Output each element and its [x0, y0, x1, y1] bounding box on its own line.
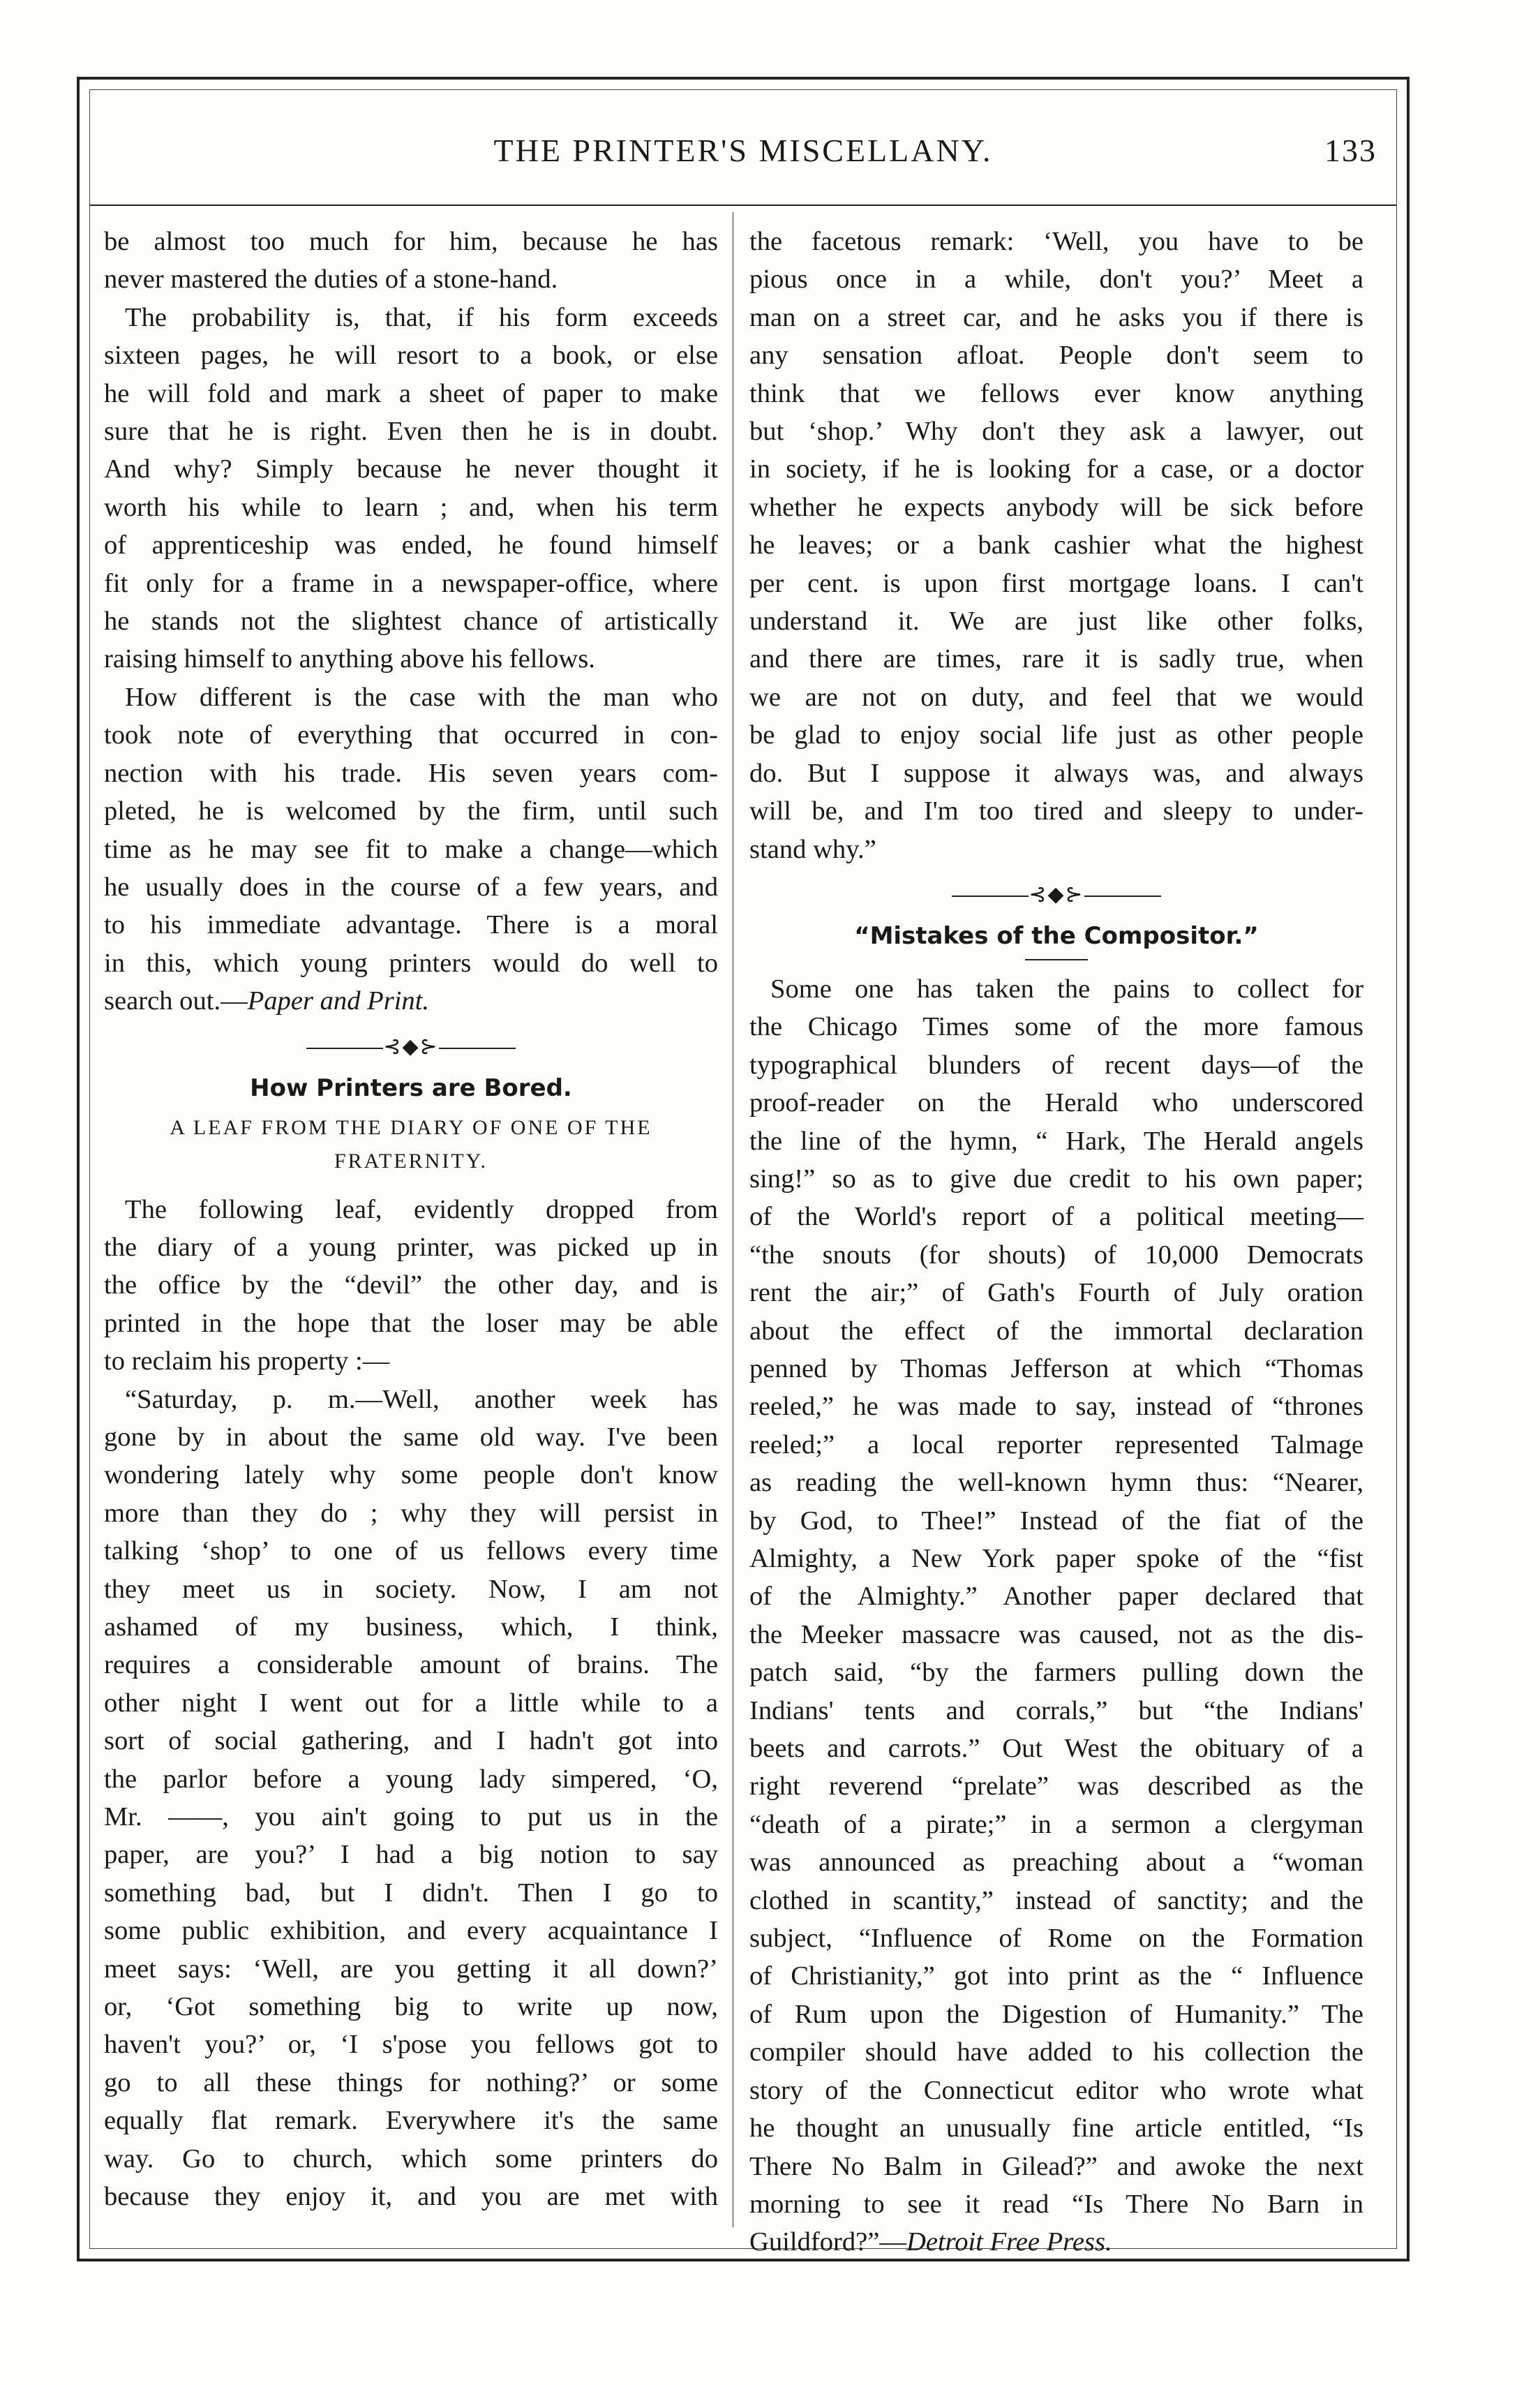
source-credit: Paper and Print. — [247, 986, 430, 1016]
text-line: reeled;” a local reporter represented Talmage — [749, 1429, 1363, 1459]
text-line: rent the air;” of Gath's Fourth of July oration — [749, 1278, 1363, 1308]
page-border — [77, 77, 1410, 2261]
right-column — [749, 223, 1363, 2261]
text-line: penned by Thomas Jefferson at which “Thomas — [749, 1353, 1363, 1383]
text-line: paper, are you?’ I had a big notion to say — [104, 1840, 718, 1870]
text-line: talking ‘shop’ to one of us fellows every time — [104, 1536, 718, 1566]
text-line: he usually does in the course of a few years, and — [104, 872, 718, 902]
text-line: proof-reader on the Herald who underscored — [749, 1088, 1363, 1118]
paragraph — [749, 223, 1363, 868]
text-line: something bad, but I didn't. Then I go to — [104, 1878, 718, 1908]
subtitle-line: A LEAF FROM THE DIARY OF ONE OF THE — [170, 1115, 652, 1139]
text-line: stand why.” — [749, 834, 876, 864]
text-line: sing!” so as to give due credit to his own paper; — [749, 1164, 1363, 1194]
text-line: some public exhibition, and every acquaintance I — [104, 1916, 718, 1946]
text-line: any sensation afloat. People don't seem to — [749, 341, 1363, 371]
text-line: beets and carrots.” Out West the obituary of a — [749, 1734, 1363, 1764]
text-line: nection with his trade. His seven years com- — [104, 758, 718, 788]
text-line: the office by the “devil” the other day, and is — [104, 1270, 718, 1300]
text-line: go to all these things for nothing?’ or some — [104, 2067, 718, 2097]
text-line: The following leaf, evidently dropped from — [125, 1194, 718, 1224]
text-line: meet says: ‘Well, are you getting it all down?’ — [104, 1954, 718, 1984]
text-line: clothed in scantity,” instead of sanctity; and the — [749, 1885, 1363, 1915]
text-line: about the effect of the immortal declaration — [749, 1316, 1363, 1346]
text-line: pious once in a while, don't you?’ Meet a — [749, 265, 1363, 295]
title-rule — [1025, 959, 1088, 960]
text-line: printed in the hope that the loser may be able — [104, 1308, 718, 1338]
text-line: by God, to Thee!” Instead of the fiat of the — [749, 1506, 1363, 1536]
text-line: he thought an unusually fine article entitled, “Is — [749, 2113, 1363, 2143]
text-line: in society, if he is looking for a case, or a doctor — [749, 454, 1363, 484]
text-line: they meet us in society. Now, I am not — [104, 1574, 718, 1604]
text-line: fit only for a frame in a newspaper-office, where — [104, 568, 718, 598]
text-line: we are not on duty, and feel that we would — [749, 682, 1363, 712]
paragraph — [104, 299, 718, 678]
text-line: think that we fellows ever know anything — [749, 378, 1363, 408]
text-line: typographical blunders of recent days—of the — [749, 1050, 1363, 1080]
text-line: the Chicago Times some of the more famous — [749, 1012, 1363, 1042]
article-title: “Mistakes of the Compositor.” — [854, 921, 1259, 950]
text-line: per cent. is upon first mortgage loans. I can't — [749, 568, 1363, 598]
text-line: Mr. ——, you ain't going to put us in the — [104, 1802, 718, 1832]
text-line: right reverend “prelate” was described as the — [749, 1771, 1363, 1801]
source-credit: Detroit Free Press. — [906, 2227, 1112, 2257]
article-title: How Printers are Bored. — [250, 1073, 572, 1102]
text-line: equally flat remark. Everywhere it's the same — [104, 2106, 718, 2136]
text-line: understand it. We are just like other folks, — [749, 607, 1363, 637]
text-line: in this, which young printers would do well to — [104, 948, 718, 978]
text-line: whether he expects anybody will be sick before — [749, 492, 1363, 522]
text-line: patch said, “by the farmers pulling down the — [749, 1658, 1363, 1688]
text-line: story of the Connecticut editor who wrote what — [749, 2075, 1363, 2105]
text-line: gone by in about the same old way. I've been — [104, 1422, 718, 1452]
text-line: to his immediate advantage. There is a moral — [104, 910, 718, 940]
text-line: other night I went out for a little while to a — [104, 1688, 718, 1718]
subtitle-line: FRATERNITY. — [334, 1149, 488, 1173]
left-column — [104, 223, 718, 2216]
text-line: Some one has taken the pains to collect for — [770, 974, 1363, 1004]
text-line: reeled,” he was made to say, instead of “thrones — [749, 1392, 1363, 1422]
text-line: sort of social gathering, and I hadn't got into — [104, 1726, 718, 1756]
text-line: of apprenticeship was ended, he found himself — [104, 530, 718, 560]
section-ornament: ⊰◆⊱ — [104, 1026, 718, 1068]
text-line: morning to see it read “Is There No Barn in — [749, 2189, 1363, 2219]
text-line: subject, “Influence of Rome on the Formation — [749, 1924, 1363, 1954]
text-line: he stands not the slightest chance of artistically — [104, 607, 718, 637]
text-line: the Meeker massacre was caused, not as the dis- — [749, 1619, 1363, 1649]
paragraph-tail — [104, 982, 718, 1020]
text-line: will be, and I'm too tired and sleepy to under- — [749, 796, 1363, 826]
text-line: the diary of a young printer, was picked up in — [104, 1232, 718, 1262]
text-line: was announced as preaching about a “woman — [749, 1848, 1363, 1878]
text-line: but ‘shop.’ Why don't they ask a lawyer, out — [749, 417, 1363, 447]
text-line: because they enjoy it, and you are met with — [104, 2182, 718, 2212]
text-line: compiler should have added to his collection the — [749, 2037, 1363, 2067]
text-line: way. Go to church, which some printers do — [104, 2143, 718, 2174]
text-line: There No Balm in Gilead?” and awoke the next — [749, 2151, 1363, 2181]
text-line: be almost too much for him, because he has — [104, 227, 718, 256]
text-line: And why? Simply because he never thought it — [104, 454, 718, 484]
text-line: man on a street car, and he asks you if there is — [749, 302, 1363, 332]
text-line: sixteen pages, he will resort to a book, or else — [104, 341, 718, 371]
text-line: of the World's report of a political meeting— — [749, 1202, 1363, 1232]
text-line: “the snouts (for shouts) of 10,000 Democrats — [749, 1240, 1363, 1270]
page-number: 133 — [1324, 133, 1377, 168]
text-line: raising himself to anything above his fellows. — [104, 644, 595, 674]
text-line: to reclaim his property :— — [104, 1346, 390, 1376]
paragraph — [104, 1191, 718, 1381]
paragraph — [749, 970, 1363, 2223]
page-header — [90, 132, 1396, 181]
text-line: of Rum upon the Digestion of Humanity.” The — [749, 1999, 1363, 2029]
text-line: the line of the hymn, “ Hark, The Herald angels — [749, 1126, 1363, 1156]
text-line: he leaves; or a bank cashier what the highest — [749, 530, 1363, 560]
paragraph — [104, 678, 718, 982]
text-line: and there are times, rare it is sadly true, when — [749, 644, 1363, 674]
paragraph-tail — [749, 2223, 1363, 2261]
header-rule — [90, 205, 1396, 206]
running-head: THE PRINTER'S MISCELLANY. — [493, 133, 993, 168]
text-line: never mastered the duties of a stone-hand. — [104, 265, 558, 295]
article-subtitle — [104, 1111, 718, 1178]
section-ornament: ⊰◆⊱ — [749, 874, 1363, 916]
text-line: sure that he is right. Even then he is in doubt. — [104, 417, 718, 447]
text-line: he will fold and mark a sheet of paper to make — [104, 378, 718, 408]
text-line: “Saturday, p. m.—Well, another week has — [125, 1384, 718, 1414]
text-line: How different is the case with the man who — [125, 682, 718, 712]
text-line: Indians' tents and corrals,” but “the Indians' — [749, 1695, 1363, 1725]
text-line: of the Almighty.” Another paper declared that — [749, 1582, 1363, 1612]
text-line: ashamed of my business, which, I think, — [104, 1612, 718, 1642]
text-line: more than they do ; why they will persist in — [104, 1498, 718, 1528]
text-line: search out.—Paper and Print. — [104, 986, 430, 1016]
text-line: time as he may see fit to make a change—which — [104, 834, 718, 864]
text-line: The probability is, that, if his form exceeds — [125, 302, 718, 332]
text-line: Guildford?”—Detroit Free Press. — [749, 2227, 1112, 2257]
text-line: be glad to enjoy social life just as other people — [749, 720, 1363, 750]
text-line: the parlor before a young lady simpered, ‘O, — [104, 1764, 718, 1794]
text-line: Almighty, a New York paper spoke of the “fist — [749, 1544, 1363, 1573]
text-line: as reading the well-known hymn thus: “Nearer, — [749, 1468, 1363, 1498]
text-line: requires a considerable amount of brains. The — [104, 1650, 718, 1680]
text-line: “death of a pirate;” in a sermon a clergyman — [749, 1809, 1363, 1839]
text-line: the facetous remark: ‘Well, you have to be — [749, 227, 1363, 256]
text-line: worth his while to learn ; and, when his term — [104, 492, 718, 522]
paragraph — [104, 1381, 718, 2216]
text-line: pleted, he is welcomed by the firm, until such — [104, 796, 718, 826]
paragraph — [104, 223, 718, 299]
text-line: wondering lately why some people don't know — [104, 1460, 718, 1490]
text-line: of Christianity,” got into print as the “ Influence — [749, 1961, 1363, 1991]
text-line: haven't you?’ or, ‘I s'pose you fellows got to — [104, 2030, 718, 2060]
page-inner-border — [89, 89, 1397, 2257]
text-line: or, ‘Got something big to write up now, — [104, 1992, 718, 2022]
text-line: took note of everything that occurred in con- — [104, 720, 718, 750]
text-line: do. But I suppose it always was, and always — [749, 758, 1363, 788]
